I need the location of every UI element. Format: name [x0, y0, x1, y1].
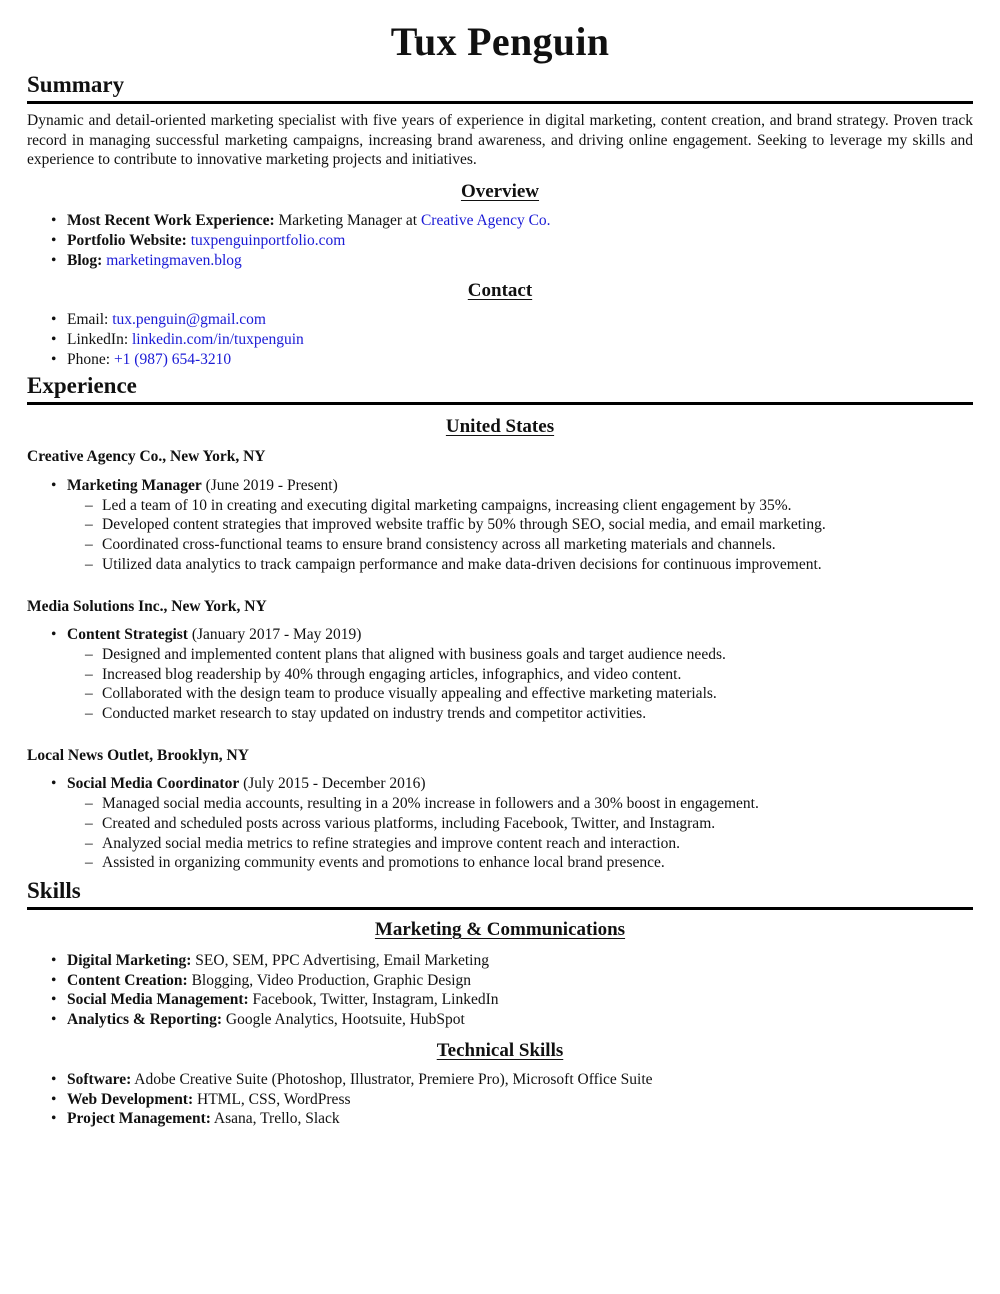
job-duties [67, 794, 973, 873]
summary-text: Dynamic and detail-oriented marketing specialist with five years of experience in digital marketing, content creation, and brand strategy. Proven track record in managing successful marketing campaigns, increasing brand awareness, and driving online engagement. Seeking to leverage my skills and experience to contribute to innovative marketing projects and initiatives. [27, 112, 973, 169]
link-recent-employer[interactable]: Creative Agency Co. [420, 212, 551, 230]
skill-value: Asana, Trello, Slack [210, 1110, 340, 1128]
job-entry [51, 625, 973, 724]
job-company: Media Solutions Inc., New York, NY [27, 597, 267, 615]
overview-list [27, 211, 973, 270]
link-linkedin[interactable]: linkedin.com/in/tuxpenguin [132, 330, 304, 348]
job-duty: – Led a team of 10 in creating and executing digital marketing campaigns, increasing client engagement by 35%. [102, 496, 973, 516]
skill-value: Blogging, Video Production, Graphic Design [187, 971, 472, 989]
section-heading-summary: Summary [27, 71, 973, 104]
overview-item-blog [51, 251, 973, 271]
skill-value: Adobe Creative Suite (Photoshop, Illustrator, Premiere Pro), Microsoft Office Suite [131, 1070, 653, 1088]
job-duty: – Increased blog readership by 40% through engaging articles, infographics, and video content. [102, 665, 973, 685]
skill-value: Facebook, Twitter, Instagram, LinkedIn [248, 991, 499, 1009]
job-duty: – Collaborated with the design team to produce visually appealing and effective marketing materials. [102, 684, 973, 704]
section-heading-experience: Experience [27, 372, 973, 405]
skill-label: Project Management: [67, 1110, 211, 1128]
section-heading-skills: Skills [27, 877, 973, 910]
skill-item [51, 951, 973, 971]
skill-value: SEO, SEM, PPC Advertising, Email Marketing [191, 951, 489, 969]
overview-label: Blog: [67, 251, 103, 269]
subheading-overview [27, 180, 973, 204]
job-dates: (June 2019 - Present) [201, 477, 338, 495]
job-title: Marketing Manager [67, 477, 202, 495]
link-phone[interactable]: +1 (987) 654-3210 [113, 350, 232, 368]
link-blog[interactable]: marketingmaven.blog [106, 251, 242, 269]
skill-label: Content Creation: [67, 971, 188, 989]
job-duties [67, 496, 973, 575]
link-portfolio-website[interactable]: tuxpenguinportfolio.com [190, 231, 346, 249]
job-duty: – Utilized data analytics to track campaign performance and make data-driven decisions for continuous improvement. [102, 555, 973, 575]
subheading-technical-label: Technical Skills [436, 1039, 564, 1061]
job-list [27, 774, 973, 873]
job-dates: (January 2017 - May 2019) [187, 626, 362, 644]
contact-label: LinkedIn: [67, 330, 132, 348]
job-company: Creative Agency Co., New York, NY [27, 448, 266, 466]
skill-label: Analytics & Reporting: [67, 1011, 222, 1029]
job-dates: (July 2015 - December 2016) [239, 775, 426, 793]
subheading-contact [27, 279, 973, 303]
job-title: Social Media Coordinator [67, 775, 240, 793]
job-entry [51, 476, 973, 575]
job-duty: – Designed and implemented content plans that aligned with business goals and target audience needs. [102, 645, 973, 665]
skill-label: Digital Marketing: [67, 951, 192, 969]
skill-item [51, 971, 973, 991]
contact-item-phone [51, 350, 973, 370]
contact-label: Phone: [67, 350, 114, 368]
subheading-region-label: United States [445, 416, 555, 438]
job-duty: – Developed content strategies that improved website traffic by 50% through SEO, social media, and email marketing. [102, 515, 973, 535]
job-list [27, 476, 973, 575]
link-email[interactable]: tux.penguin@gmail.com [112, 311, 266, 329]
overview-item-portfolio [51, 231, 973, 251]
job-duty: – Coordinated cross-functional teams to ensure brand consistency across all marketing materials and channels. [102, 535, 973, 555]
subheading-overview-label: Overview [460, 181, 540, 203]
technical-skills-list [27, 1070, 973, 1129]
overview-label: Most Recent Work Experience: [67, 212, 275, 230]
subheading-marketing [27, 918, 973, 942]
contact-label: Email: [67, 311, 113, 329]
contact-list [27, 310, 973, 369]
job-list [27, 625, 973, 724]
subheading-technical [27, 1039, 973, 1063]
subheading-contact-label: Contact [467, 280, 533, 302]
job-duty: – Assisted in organizing community events and promotions to enhance local brand presence. [102, 853, 973, 873]
skill-item [51, 1070, 973, 1090]
skill-item [51, 1109, 973, 1129]
skill-item [51, 990, 973, 1010]
skill-label: Social Media Management: [67, 991, 249, 1009]
skill-label: Software: [67, 1070, 132, 1088]
skill-label: Web Development: [67, 1090, 194, 1108]
overview-item-recent-work [51, 211, 973, 231]
job-duties [67, 645, 973, 724]
subheading-marketing-label: Marketing & Communications [374, 918, 626, 940]
job-entry [51, 774, 973, 873]
page-title: Tux Penguin [390, 19, 610, 64]
job-duty: – Managed social media accounts, resulting in a 20% increase in followers and a 30% boost in engagement. [102, 794, 973, 814]
skill-item [51, 1090, 973, 1110]
overview-label: Portfolio Website: [67, 231, 187, 249]
contact-item-linkedin [51, 330, 973, 350]
job-duty: – Conducted market research to stay updated on industry trends and competitor activities. [102, 704, 973, 724]
job-company: Local News Outlet, Brooklyn, NY [27, 746, 249, 764]
job-title: Content Strategist [67, 626, 188, 644]
contact-item-email [51, 310, 973, 330]
overview-text: Marketing Manager at [274, 212, 421, 230]
skill-value: HTML, CSS, WordPress [193, 1090, 351, 1108]
job-duty: – Created and scheduled posts across various platforms, including Facebook, Twitter, and Instagram. [102, 814, 973, 834]
subheading-region [27, 415, 973, 439]
job-duty: – Analyzed social media metrics to refine strategies and improve content reach and interaction. [102, 834, 973, 854]
marketing-skills-list [27, 951, 973, 1030]
skill-value: Google Analytics, Hootsuite, HubSpot [222, 1011, 465, 1029]
skill-item [51, 1010, 973, 1030]
